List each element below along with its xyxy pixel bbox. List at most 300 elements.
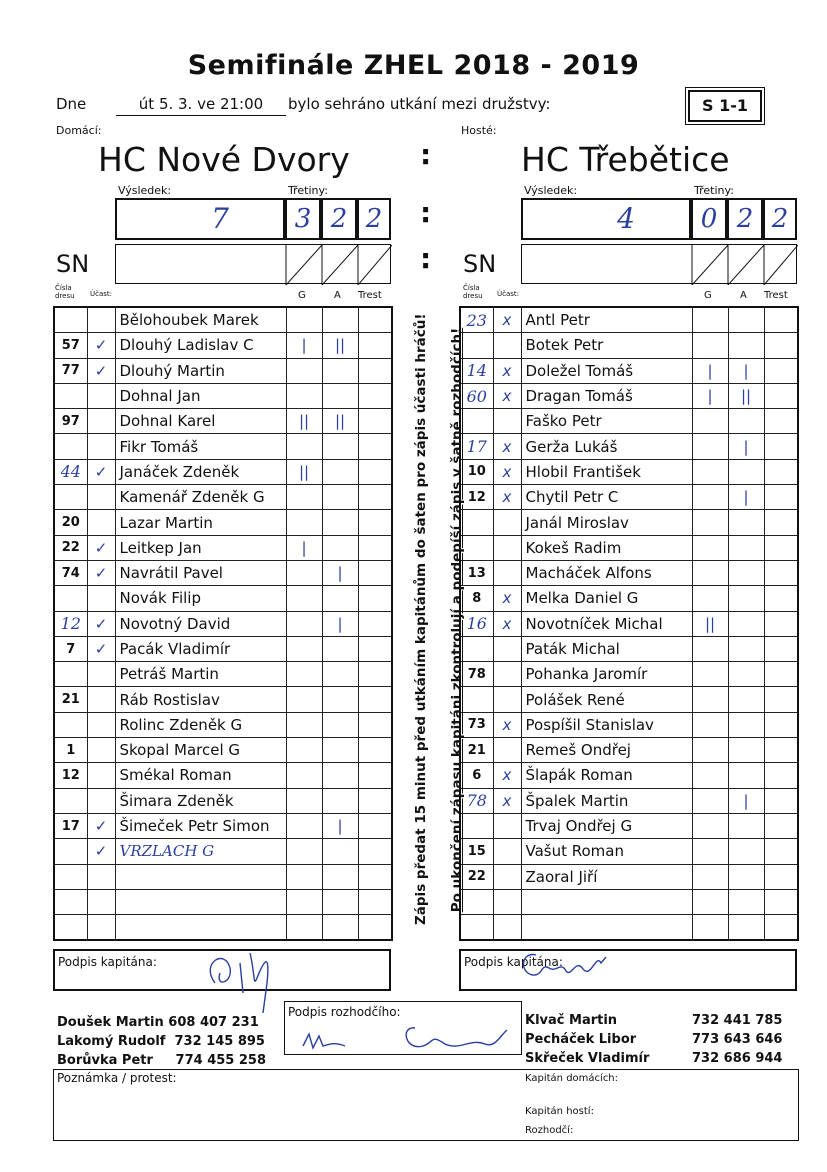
assists-mark: [728, 307, 764, 333]
jersey-number: 22: [460, 864, 493, 889]
penalty-cell: [358, 712, 392, 737]
guest-col-a: A: [740, 290, 747, 301]
jersey-number: [54, 864, 87, 889]
participation-mark: ✓: [87, 839, 115, 864]
participation-mark: [493, 864, 521, 889]
home-sn-diagonals: [116, 245, 392, 285]
jersey-number: 44: [54, 459, 87, 484]
jersey-number: 57: [54, 333, 87, 358]
guest-col-trest: Trest: [764, 290, 788, 301]
table-row: [460, 687, 798, 712]
table-row: [54, 459, 392, 484]
table-row: [54, 611, 392, 636]
table-row: [460, 636, 798, 661]
referee-contact: Doušek Martin 608 407 231: [57, 1015, 259, 1030]
table-row: [460, 712, 798, 737]
participation-mark: ✓: [87, 636, 115, 661]
guest-period-2: 2: [727, 198, 763, 240]
guest-sn-diagonals: [522, 245, 798, 285]
jersey-number: [54, 915, 87, 941]
team-separator: :: [420, 138, 432, 171]
penalty-cell: [764, 383, 798, 408]
participation-mark: [493, 560, 521, 585]
penalty-cell: [764, 915, 798, 941]
match-code-box: [688, 90, 762, 122]
player-name: [115, 889, 286, 914]
jersey-number: 21: [54, 687, 87, 712]
penalty-cell: [358, 687, 392, 712]
penalty-cell: [764, 510, 798, 535]
jersey-number: [54, 889, 87, 914]
goals-mark: [692, 813, 728, 838]
referee-sign-label: Podpis rozhodčího:: [288, 1005, 401, 1019]
player-name: Dragan Tomáš: [521, 383, 692, 408]
assists-mark: [728, 662, 764, 687]
jersey-number: [54, 788, 87, 813]
player-name: Navrátil Pavel: [115, 560, 286, 585]
goals-mark: [286, 586, 322, 611]
assists-mark: [728, 560, 764, 585]
penalty-cell: [764, 889, 798, 914]
table-row: [460, 485, 798, 510]
table-row: [54, 636, 392, 661]
assists-mark: [322, 535, 358, 560]
assists-mark: [728, 636, 764, 661]
assists-mark: [322, 839, 358, 864]
jersey-number: 8: [460, 586, 493, 611]
goals-mark: [692, 636, 728, 661]
jersey-number: 73: [460, 712, 493, 737]
jersey-number: 21: [460, 738, 493, 763]
referee-contact: Lakomý Rudolf 732 145 895: [57, 1034, 265, 1049]
note-guest-captain: Kapitán hostí:: [525, 1106, 594, 1117]
goals-mark: [286, 915, 322, 941]
page-title: Semifinále ZHEL 2018 - 2019: [187, 50, 640, 81]
table-row: [54, 510, 392, 535]
participation-mark: x: [493, 383, 521, 408]
penalty-cell: [358, 788, 392, 813]
participation-mark: [493, 662, 521, 687]
assists-mark: |: [322, 611, 358, 636]
player-name: Lazar Martin: [115, 510, 286, 535]
guest-captain-sign-box: [459, 949, 797, 991]
home-period-1: 3: [285, 198, 321, 240]
jersey-number: [54, 485, 87, 510]
guest-roster-table: [459, 306, 799, 941]
penalty-cell: [358, 333, 392, 358]
assists-mark: [322, 889, 358, 914]
jersey-number: 14: [460, 358, 493, 383]
home-team-name: HC Nové Dvory: [98, 140, 350, 179]
participation-mark: ✓: [87, 535, 115, 560]
goals-mark: [286, 434, 322, 459]
table-row: [54, 485, 392, 510]
player-name: Šlapák Roman: [521, 763, 692, 788]
player-name: Ráb Rostislav: [115, 687, 286, 712]
table-row: [54, 383, 392, 408]
assists-mark: |: [728, 485, 764, 510]
goals-mark: [286, 662, 322, 687]
participation-mark: x: [493, 712, 521, 737]
assists-mark: [728, 459, 764, 484]
player-name: Vašut Roman: [521, 839, 692, 864]
player-name: Dohnal Jan: [115, 383, 286, 408]
guest-sn-box: [521, 244, 797, 284]
participation-mark: [87, 409, 115, 434]
guest-result-label: Výsledek:: [524, 184, 578, 197]
penalty-cell: [358, 915, 392, 941]
guest-captain-signature: [511, 943, 631, 993]
penalty-cell: [764, 636, 798, 661]
participation-mark: [87, 712, 115, 737]
sn-separator: :: [420, 242, 432, 275]
table-row: [460, 459, 798, 484]
jersey-number: 97: [54, 409, 87, 434]
goals-mark: [692, 333, 728, 358]
penalty-cell: [358, 864, 392, 889]
player-name: Šimeček Petr Simon: [115, 813, 286, 838]
jersey-number: [54, 307, 87, 333]
assists-mark: [322, 358, 358, 383]
table-row: [54, 434, 392, 459]
assists-mark: [728, 409, 764, 434]
goals-mark: |: [692, 358, 728, 383]
date-label: Dne: [56, 95, 87, 113]
penalty-cell: [764, 560, 798, 585]
player-name: [115, 864, 286, 889]
jersey-number: 12: [54, 611, 87, 636]
participation-mark: x: [493, 434, 521, 459]
penalty-cell: [764, 307, 798, 333]
assists-mark: |: [322, 813, 358, 838]
player-name: Antl Petr: [521, 307, 692, 333]
player-name: Kokeš Radim: [521, 535, 692, 560]
participation-mark: ✓: [87, 358, 115, 383]
assists-mark: ||: [322, 333, 358, 358]
goals-mark: [286, 813, 322, 838]
penalty-cell: [764, 586, 798, 611]
table-row: [460, 839, 798, 864]
player-name: Melka Daniel G: [521, 586, 692, 611]
home-col-num: Čísla dresu: [55, 284, 75, 300]
goals-mark: [692, 788, 728, 813]
penalty-cell: [358, 738, 392, 763]
assists-mark: [728, 535, 764, 560]
jersey-number: 22: [54, 535, 87, 560]
goals-mark: [692, 485, 728, 510]
assists-mark: [322, 307, 358, 333]
participation-mark: [87, 763, 115, 788]
jersey-number: [54, 383, 87, 408]
note-referee: Rozhodčí:: [525, 1125, 574, 1136]
goals-mark: [692, 763, 728, 788]
player-name: Janál Miroslav: [521, 510, 692, 535]
home-sn-label: SN: [56, 250, 90, 278]
goals-mark: [286, 485, 322, 510]
penalty-cell: [358, 434, 392, 459]
participation-mark: [87, 915, 115, 941]
goals-mark: [692, 662, 728, 687]
home-period-3: 2: [357, 198, 391, 240]
table-row: [460, 510, 798, 535]
goals-mark: [286, 307, 322, 333]
home-score: 7: [211, 202, 229, 235]
goals-mark: |: [286, 333, 322, 358]
table-row: [460, 560, 798, 585]
assists-mark: [728, 839, 764, 864]
goals-mark: [692, 560, 728, 585]
table-row: [460, 864, 798, 889]
goals-mark: [286, 383, 322, 408]
penalty-cell: [358, 459, 392, 484]
goals-mark: [286, 763, 322, 788]
participation-mark: x: [493, 307, 521, 333]
assists-mark: [728, 738, 764, 763]
player-name: Macháček Alfons: [521, 560, 692, 585]
goals-mark: [692, 434, 728, 459]
goals-mark: |: [286, 535, 322, 560]
assists-mark: [322, 738, 358, 763]
goals-mark: [692, 459, 728, 484]
goals-mark: [692, 839, 728, 864]
jersey-number: 1: [54, 738, 87, 763]
home-col-trest: Trest: [358, 290, 382, 301]
goals-mark: [286, 788, 322, 813]
participation-mark: ✓: [87, 611, 115, 636]
assists-mark: [322, 712, 358, 737]
participation-mark: [493, 535, 521, 560]
home-col-a: A: [334, 290, 341, 301]
goals-mark: [692, 738, 728, 763]
assists-mark: [728, 510, 764, 535]
table-row: [54, 813, 392, 838]
jersey-number: 12: [54, 763, 87, 788]
player-name: Doležel Tomáš: [521, 358, 692, 383]
assists-mark: [322, 434, 358, 459]
participation-mark: [493, 333, 521, 358]
player-name: [521, 915, 692, 941]
player-name: Pospíšil Stanislav: [521, 712, 692, 737]
home-label: Domácí:: [56, 124, 102, 137]
note-label: Poznámka / protest:: [57, 1071, 177, 1085]
penalty-cell: [358, 611, 392, 636]
participation-mark: [87, 662, 115, 687]
referees-right: [525, 1011, 649, 1068]
home-col-g: G: [298, 290, 306, 301]
table-row: [460, 535, 798, 560]
participation-mark: x: [493, 586, 521, 611]
table-row: [460, 813, 798, 838]
guest-col-ucast: Účast:: [497, 290, 520, 298]
assists-mark: [322, 662, 358, 687]
referee-contact: Borůvka Petr 774 455 258: [57, 1053, 267, 1068]
jersey-number: 7: [54, 636, 87, 661]
participation-mark: [87, 485, 115, 510]
player-name: Botek Petr: [521, 333, 692, 358]
table-row: [54, 712, 392, 737]
home-periods-label: Třetiny:: [288, 184, 328, 197]
jersey-number: 23: [460, 307, 493, 333]
jersey-number: 6: [460, 763, 493, 788]
referee-contact: Klvač Martin: [525, 1013, 618, 1028]
goals-mark: [286, 864, 322, 889]
participation-mark: [493, 409, 521, 434]
player-name: Remeš Ondřej: [521, 738, 692, 763]
table-row: [54, 763, 392, 788]
penalty-cell: [764, 813, 798, 838]
table-row: [460, 586, 798, 611]
jersey-number: 20: [54, 510, 87, 535]
player-name: Pohanka Jaromír: [521, 662, 692, 687]
assists-mark: [728, 915, 764, 941]
penalty-cell: [764, 535, 798, 560]
goals-mark: [692, 915, 728, 941]
penalty-cell: [764, 611, 798, 636]
table-row: [54, 358, 392, 383]
assists-mark: [728, 687, 764, 712]
jersey-number: [54, 586, 87, 611]
goals-mark: [286, 358, 322, 383]
assists-mark: [322, 636, 358, 661]
penalty-cell: [358, 383, 392, 408]
assists-mark: [322, 510, 358, 535]
goals-mark: [692, 409, 728, 434]
assists-mark: [322, 586, 358, 611]
table-row: [54, 839, 392, 864]
participation-mark: [493, 839, 521, 864]
player-name: Rolinc Zdeněk G: [115, 712, 286, 737]
player-name: [115, 915, 286, 941]
table-row: [54, 307, 392, 333]
jersey-number: 77: [54, 358, 87, 383]
participation-mark: ✓: [87, 560, 115, 585]
assists-mark: [728, 889, 764, 914]
table-row: [460, 889, 798, 914]
home-col-ucast: Účast:: [90, 290, 113, 298]
participation-mark: x: [493, 358, 521, 383]
jersey-number: 16: [460, 611, 493, 636]
penalty-cell: [764, 763, 798, 788]
goals-mark: |: [692, 383, 728, 408]
assists-mark: [728, 712, 764, 737]
penalty-cell: [764, 738, 798, 763]
table-row: [460, 307, 798, 333]
participation-mark: x: [493, 611, 521, 636]
player-name: Leitkep Jan: [115, 535, 286, 560]
referees-right-phones: 732 441 785 773 643 646 732 686 944: [692, 1013, 783, 1066]
penalty-cell: [358, 839, 392, 864]
penalty-cell: [358, 485, 392, 510]
penalty-cell: [358, 560, 392, 585]
note-box: [53, 1069, 799, 1141]
participation-mark: [493, 889, 521, 914]
guest-label: Hosté:: [461, 124, 497, 137]
home-score-box: [115, 198, 285, 240]
table-row: [460, 915, 798, 941]
assists-mark: [322, 788, 358, 813]
score-separator: :: [420, 196, 432, 229]
table-row: [54, 662, 392, 687]
player-name: Kamenář Zdeněk G: [115, 485, 286, 510]
penalty-cell: [764, 712, 798, 737]
penalty-cell: [358, 358, 392, 383]
guest-team-name: HC Třebětice: [521, 140, 730, 179]
jersey-number: [54, 434, 87, 459]
participation-mark: [87, 687, 115, 712]
home-captain-sign-box: [53, 949, 391, 991]
player-name: VRZLACH G: [115, 839, 286, 864]
player-name: Polášek René: [521, 687, 692, 712]
penalty-cell: [358, 636, 392, 661]
player-name: Dlouhý Martin: [115, 358, 286, 383]
penalty-cell: [764, 687, 798, 712]
participation-mark: [87, 864, 115, 889]
penalty-cell: [764, 333, 798, 358]
goals-mark: [286, 560, 322, 585]
penalty-cell: [764, 662, 798, 687]
player-name: Špalek Martin: [521, 788, 692, 813]
penalty-cell: [764, 864, 798, 889]
goals-mark: [286, 712, 322, 737]
table-row: [460, 383, 798, 408]
guest-periods-label: Třetiny:: [694, 184, 734, 197]
jersey-number: 17: [460, 434, 493, 459]
assists-mark: ||: [728, 383, 764, 408]
participation-mark: x: [493, 485, 521, 510]
goals-mark: [692, 510, 728, 535]
goals-mark: [286, 738, 322, 763]
goals-mark: [286, 611, 322, 636]
assists-mark: [322, 915, 358, 941]
assists-mark: |: [728, 358, 764, 383]
guest-score: 4: [617, 202, 635, 235]
participation-mark: [493, 738, 521, 763]
goals-mark: ||: [692, 611, 728, 636]
guest-col-g: G: [704, 290, 712, 301]
date-value: út 5. 3. ve 21:00: [116, 95, 286, 116]
referee-signature: [295, 1016, 515, 1056]
jersey-number: 15: [460, 839, 493, 864]
participation-mark: [493, 813, 521, 838]
player-name: Dohnal Karel: [115, 409, 286, 434]
note-home-captain: Kapitán domácích:: [525, 1073, 619, 1084]
jersey-number: [54, 839, 87, 864]
participation-mark: ✓: [87, 333, 115, 358]
penalty-cell: [764, 409, 798, 434]
jersey-number: 74: [54, 560, 87, 585]
participation-mark: [493, 636, 521, 661]
goals-mark: [692, 307, 728, 333]
assists-mark: [728, 586, 764, 611]
table-row: [54, 560, 392, 585]
penalty-cell: [358, 889, 392, 914]
assists-mark: |: [728, 434, 764, 459]
table-row: [460, 409, 798, 434]
participation-mark: [87, 383, 115, 408]
participation-mark: [87, 788, 115, 813]
goals-mark: [692, 535, 728, 560]
penalty-cell: [764, 358, 798, 383]
participation-mark: [493, 915, 521, 941]
table-row: [54, 864, 392, 889]
table-row: [460, 434, 798, 459]
player-name: Petráš Martin: [115, 662, 286, 687]
participation-mark: ✓: [87, 459, 115, 484]
assists-mark: [322, 864, 358, 889]
penalty-cell: [358, 409, 392, 434]
player-name: Gerža Lukáš: [521, 434, 692, 459]
table-row: [54, 687, 392, 712]
